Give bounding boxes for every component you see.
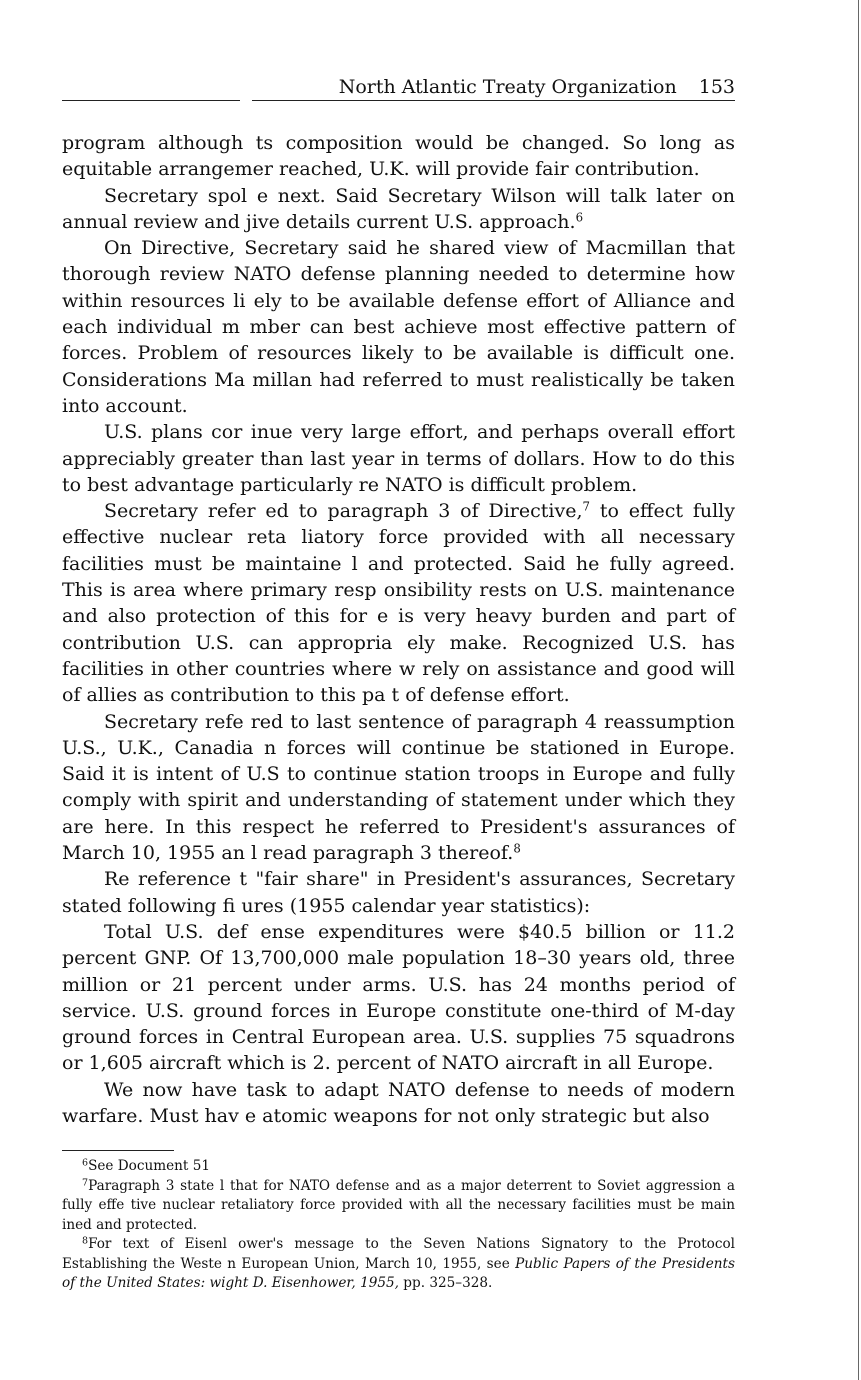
header-rule-right	[252, 100, 735, 101]
footnote-ref-6: 6	[575, 210, 584, 225]
paragraph-7: Re reference t "fair share" in President's assurances, Secretary stated following fi ures (1955 calendar year statistics):	[62, 868, 735, 917]
paragraph-4: U.S. plans cor inue very large effort, and perhaps overall effort appreciably greater than last year in terms of dollars. How to do this to best advantage particularly re NATO is difficult problem.	[62, 421, 735, 496]
paragraph-3: On Directive, Secretary said he shared view of Macmillan that thorough review NATO defense planning needed to determine how within resources li ely to be available defense effort of Alliance and each individual m mber can best achieve most effective pattern of forces. Problem of resources likely to be available is difficult one. Considerations Ma millan had referred to must realistically be taken into account.	[62, 237, 735, 417]
header-rule-left	[62, 100, 240, 101]
footnote-8: $^8$For text of Eisenl ower's message to the Seven Nations Signatory to the Protocol Establishing the Weste n European Union, March 10, 1955, see Public Papers of the Presidents of the United States: wight D. Eisenhower, 1955, pp. 325–328.	[62, 1235, 735, 1291]
footnote-ref-8: 8	[513, 841, 521, 856]
footnote-ref-7: 7	[582, 499, 590, 514]
footnote-6: $^6$See Document 51	[82, 1157, 211, 1174]
paragraph-8: Total U.S. def ense expenditures were $40.5 billion or 11.2 percent GNP. Of 13,700,000 male population 18–30 years old, three million or 21 percent under arms. U.S. has 24 months period of service. U.S. ground forces in Europe constitute one-third of M-day ground forces in Central European area. U.S. supplies 75 squadrons or 1,605 aircraft which is 2. percent of NATO aircraft in all Europe.	[62, 920, 735, 1075]
page-number: 153	[698, 76, 735, 98]
paragraph-9: We now have task to adapt NATO defense to needs of modern warfare. Must hav e atomic weapons for not only strategic but also	[62, 1078, 735, 1127]
body-text	[62, 130, 735, 1129]
paragraph-6: Secretary refe red to last sentence of paragraph 4 reassumption U.S., U.K., Canadia n forces will continue be stationed in Europe. Said it is intent of U.S to continue station troops in Europe and fully comply with spirit and understanding of statement under which they are here. In this respect he referred to President's assurances of March 10, 1955 an l read paragraph 3 thereof.$^8$	[62, 710, 735, 865]
footnote-rule	[62, 1150, 174, 1151]
paragraph-2: Secretary spol e next. Said Secretary Wilson will talk later on annual review and jive details current U.S. approach.$^6$	[62, 184, 735, 233]
footnote-7: $^7$Paragraph 3 state l that for NATO defense and as a major deterrent to Soviet aggression a fully effe tive nuclear retaliatory force provided with all the necessary facilities must be main ined and protected.	[62, 1177, 735, 1233]
paragraph-5: Secretary refer ed to paragraph 3 of Directive,$^7$ to effect fully effective nuclear reta liatory force provided with all necessary facilities must be maintaine l and protected. Said he fully agreed. This is area where primary resp onsibility rests on U.S. maintenance and also protection of this for e is very heavy burden and part of contribution U.S. can appropria ely make. Recognized U.S. has facilities in other countries where w rely on assistance and good will of allies as contribution to this pa t of defense effort.	[62, 499, 735, 707]
page-edge-line	[858, 0, 859, 1380]
running-title: North Atlantic Treaty Organization	[338, 76, 677, 98]
paragraph-1: program although ts composition would be changed. So long as equitable arrangemer reached, U.K. will provide fair contribution.	[62, 132, 735, 181]
footnotes	[62, 1157, 735, 1294]
citation-title: Public Papers of the Presidents of the United States: wight D. Eisenhower, 1955,	[62, 1255, 735, 1291]
running-header	[252, 76, 735, 98]
